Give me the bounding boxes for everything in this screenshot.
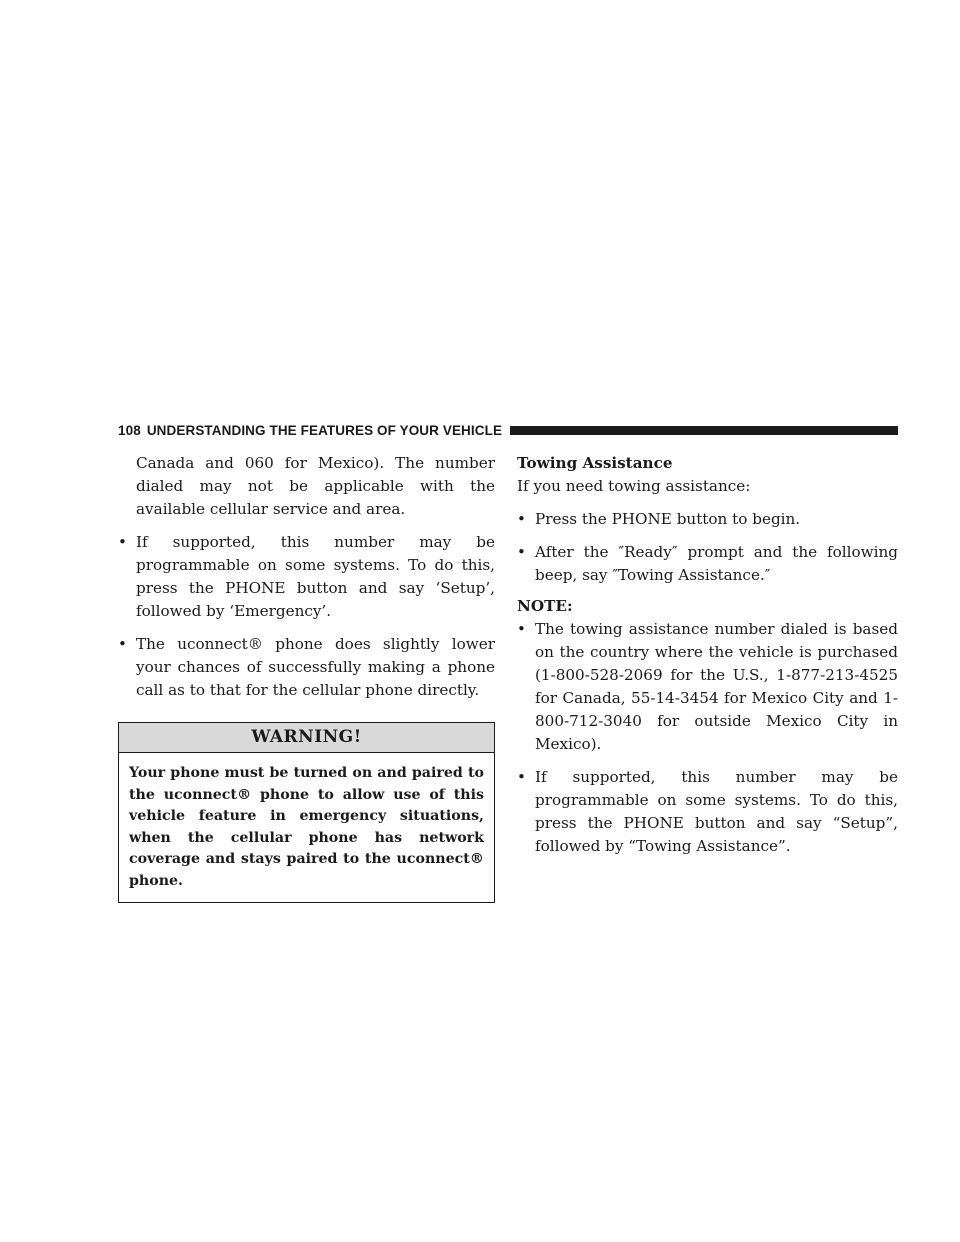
list-item bbox=[517, 618, 898, 756]
list-item-text: If supported, this number may be programmable on some systems. To do this, press the PHONE button and say ‘Setup’, followed by ‘Emergency’. bbox=[136, 533, 495, 620]
list-item-text: After the ″Ready″ prompt and the following beep, say ″Towing Assistance.″ bbox=[535, 543, 898, 584]
warning-body: Your phone must be turned on and paired to the uconnect® phone to allow use of this vehicle feature in emergency situations, when the cellular phone has network coverage and stays paired to the uconnect® phone. bbox=[129, 765, 484, 889]
header-title: UNDERSTANDING THE FEATURES OF YOUR VEHICLE bbox=[146, 422, 503, 438]
bullet-icon: • bbox=[517, 768, 526, 786]
list-item-text: The uconnect® phone does slightly lower your chances of successfully making a phone call as to that for the cellular phone directly. bbox=[136, 635, 495, 699]
left-column bbox=[118, 452, 495, 903]
header-rule bbox=[510, 426, 898, 435]
list-item bbox=[517, 766, 898, 858]
section-heading: Towing Assistance bbox=[517, 454, 673, 472]
list-item bbox=[517, 541, 898, 587]
bullet-icon: • bbox=[118, 635, 127, 653]
list-item-text: Press the PHONE button to begin. bbox=[535, 510, 801, 528]
warning-title: WARNING! bbox=[119, 723, 494, 753]
bullet-icon: • bbox=[118, 533, 127, 551]
list-item bbox=[118, 531, 495, 623]
list-item bbox=[118, 633, 495, 702]
continuation-paragraph: Canada and 060 for Mexico). The number dialed may not be applicable with the available cellular service and area. bbox=[136, 454, 495, 518]
note-label: NOTE: bbox=[517, 597, 573, 615]
intro-text: If you need towing assistance: bbox=[517, 477, 751, 495]
bullet-icon: • bbox=[517, 510, 526, 528]
right-column bbox=[517, 452, 898, 858]
list-item-text: The towing assistance number dialed is based on the country where the vehicle is purchased (1-800-528-2069 for the U.S., 1-877-213-4525 for Canada, 55-14-3454 for Mexico City and 1-800-712-3040 for outside Mexico City in Mexico). bbox=[535, 620, 898, 753]
page-header bbox=[118, 420, 898, 440]
warning-box bbox=[118, 722, 495, 903]
list-item bbox=[517, 508, 898, 531]
list-item-text: If supported, this number may be programmable on some systems. To do this, press the PHONE button and say “Setup”, followed by “Towing Assistance”. bbox=[535, 768, 898, 855]
bullet-icon: • bbox=[517, 620, 526, 638]
note-block bbox=[517, 618, 898, 858]
bullet-icon: • bbox=[517, 543, 526, 561]
page-number: 108 bbox=[118, 422, 141, 438]
